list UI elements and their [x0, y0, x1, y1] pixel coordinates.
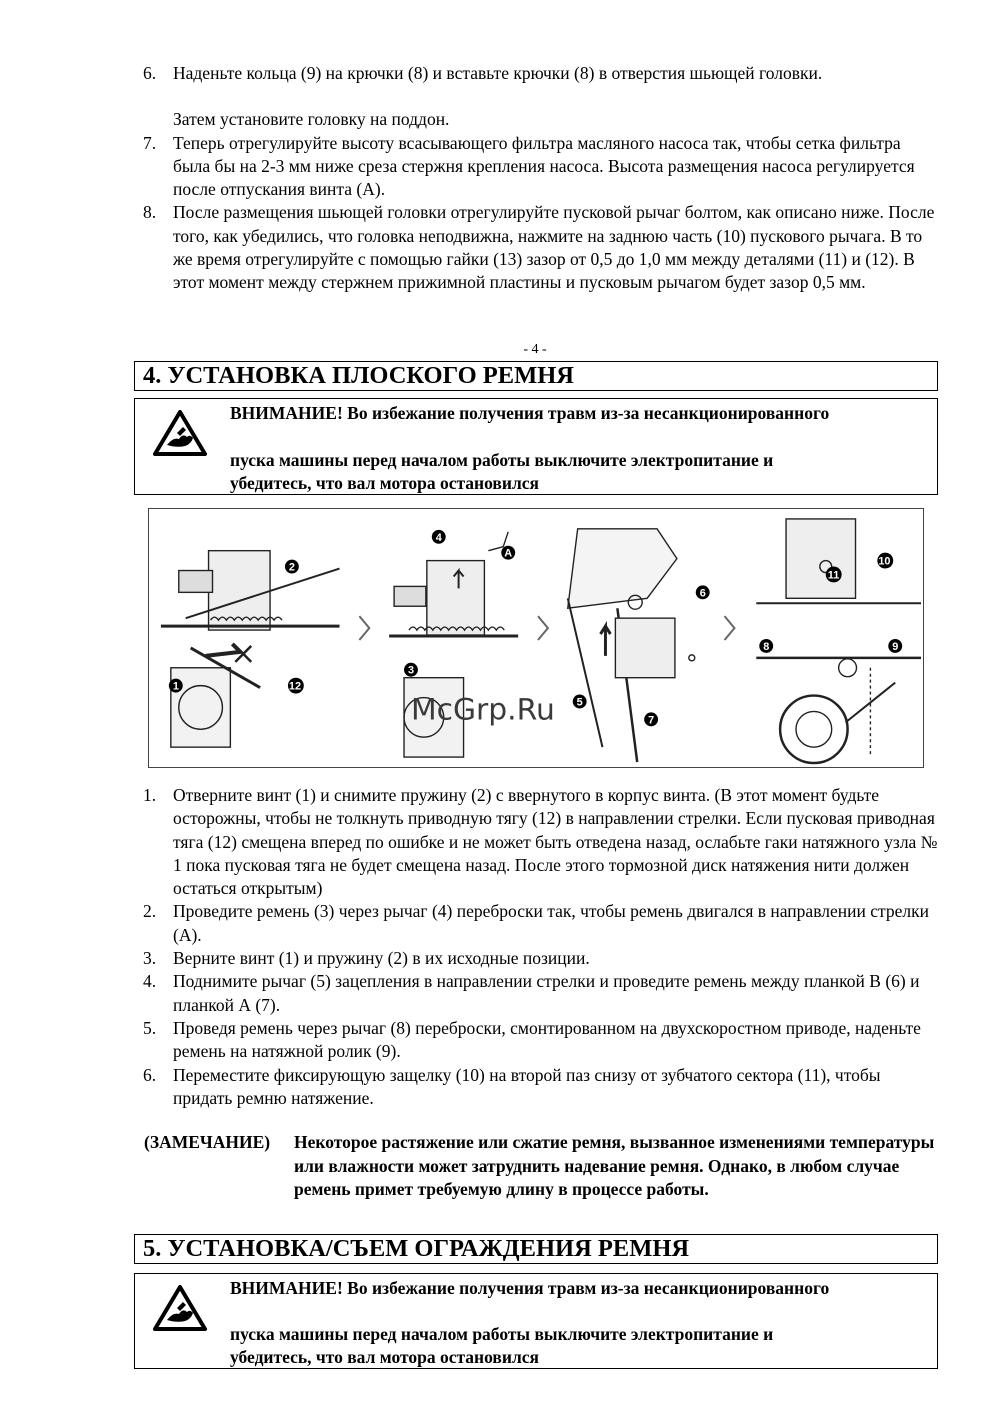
item-text: Переместите фиксирующую защелку (10) на второй паз снизу от зубчатого сектора (11), чтобы придать ремню натяжение.: [173, 1064, 881, 1108]
warning-line-2: пуска машины перед началом работы выключите электропитание и: [230, 1324, 774, 1344]
figure-panel-1: [161, 551, 340, 747]
watermark: McGrp.Ru: [410, 692, 555, 728]
callout-12: 12: [288, 680, 302, 693]
belt-installation-figure: [148, 508, 924, 768]
warning-line-3: убедитесь, что вал мотора остановился: [230, 1347, 540, 1367]
item-text: Отверните винт (1) и снимите пружину (2) с ввернутого в корпус винта. (В этот момент будьте осторожны, чтобы не толкнуть приводную тягу (12) в направлении стрелки. Если пусковая приводная тяга (12) смещена вперед по ошибке и не может быть отведена назад, ослабьте гаки натяжного узла № 1 пока пусковая тяга не будет смещена назад. После этого тормозной диск натяжения нити должен остаться открытым): [173, 785, 938, 899]
item-text: Наденьте кольца (9) на крючки (8) и вставьте крючки (8) в отверстия шьющей головки.: [173, 63, 823, 83]
item-text: Проведите ремень (3) через рычаг (4) переброски так, чтобы ремень двигался в направлении стрелки (А).: [173, 901, 929, 945]
item-number: 4.: [143, 971, 157, 992]
callout-3: 3: [407, 664, 415, 677]
arrow-right-icon: [538, 616, 548, 640]
note-block: [144, 1131, 944, 1202]
callout-4: 4: [435, 531, 442, 544]
item-text: После размещения шьющей головки отрегулируйте пусковой рычаг болтом, как описано ниже. После того, как убедились, что головка неподвижна, нажмите на заднюю часть (10) пускового рычага. В то же время отрегулируйте с помощью гайки (13) зазор от 0,5 до 1,0 мм между деталями (11) и (12). В этот момент между стержнем прижимной пластины и пусковым рычагом будет зазор 0,5 мм.: [173, 202, 935, 293]
figure-drawing: [149, 509, 923, 767]
item-number: 3.: [143, 948, 157, 969]
callout-a: A: [504, 547, 513, 560]
item-text: Поднимите рычаг (5) зацепления в направлении стрелки и проведите ремень между планкой В (6) и планкой А (7).: [173, 971, 920, 1015]
callout-8: 8: [763, 640, 770, 653]
item-number: 8.: [143, 202, 157, 223]
callout-6: 6: [699, 587, 706, 600]
warning-line-3: убедитесь, что вал мотора остановился: [230, 473, 540, 493]
item-text: Проведя ремень через рычаг (8) переброски, смонтированном на двухскоростном приводе, наденьте ремень на натяжной ролик (9).: [173, 1017, 921, 1062]
hand-warning-icon: [153, 1284, 207, 1332]
item-text: Теперь отрегулируйте высоту всасывающего фильтра масляного насоса так, чтобы сетка фильтра была бы на 2-3 мм ниже среза стержня крепления насоса. Высота размещения насоса регулируется после отпускания винта (А).: [173, 132, 915, 200]
page-number: - 4 -: [523, 342, 547, 357]
item-number: 1.: [143, 785, 157, 805]
list-item: [140, 784, 940, 900]
callout-5: 5: [576, 696, 583, 709]
callout-7: 7: [648, 714, 655, 727]
item-number: 7.: [143, 132, 157, 153]
warning-line-1: ВНИМАНИЕ! Во избежание получения травм из-за несанкционированного: [230, 1278, 830, 1298]
callout-1: 1: [172, 680, 179, 693]
list-item: [140, 947, 940, 970]
warning-box-section-4: [134, 398, 938, 495]
section-5-title: 5. УСТАНОВКА/СЪЕМ ОГРАЖДЕНИЯ РЕМНЯ: [134, 1234, 938, 1264]
warning-line-2: пуска машины перед началом работы выключите электропитание и: [230, 450, 774, 470]
item-number: 6.: [143, 63, 157, 83]
note-text: Некоторое растяжение или сжатие ремня, вызванное изменениями температуры или влажности может затруднить надевание ремня. Однако, в любом случае ремень примет требуемую длину в процессе работы.: [294, 1132, 935, 1199]
list-item: [140, 1017, 940, 1064]
list-item: [140, 62, 940, 85]
item-number: 5.: [143, 1017, 157, 1038]
hand-warning-icon: [153, 409, 207, 457]
callout-10: 10: [878, 555, 891, 568]
list-item: [140, 132, 940, 202]
warning-box-section-5: [134, 1273, 938, 1369]
section-4-title: 4. УСТАНОВКА ПЛОСКОГО РЕМНЯ: [134, 361, 938, 391]
callout-2: 2: [288, 561, 295, 574]
arrow-right-icon: [725, 616, 735, 640]
list-item-continuation: [140, 108, 940, 131]
item-number: 6.: [143, 1064, 157, 1085]
list-item: [140, 970, 940, 1017]
list-item: [140, 1064, 940, 1111]
belt-steps-list: [140, 784, 940, 1110]
list-item: [140, 900, 940, 947]
callout-9: 9: [892, 640, 899, 653]
arrow-right-icon: [359, 616, 369, 640]
item-number: 2.: [143, 901, 157, 922]
note-label: (ЗАМЕЧАНИЕ): [144, 1132, 271, 1152]
top-instruction-list: [140, 62, 940, 295]
figure-panel-3: [568, 529, 695, 762]
item-text: Верните винт (1) и пружину (2) в их исходные позиции.: [173, 948, 590, 969]
warning-line-1: ВНИМАНИЕ! Во избежание получения травм из-за несанкционированного: [230, 403, 830, 423]
list-item: [140, 201, 940, 294]
callout-11: 11: [827, 569, 840, 582]
item-text: Затем установите головку на поддон.: [173, 109, 450, 130]
